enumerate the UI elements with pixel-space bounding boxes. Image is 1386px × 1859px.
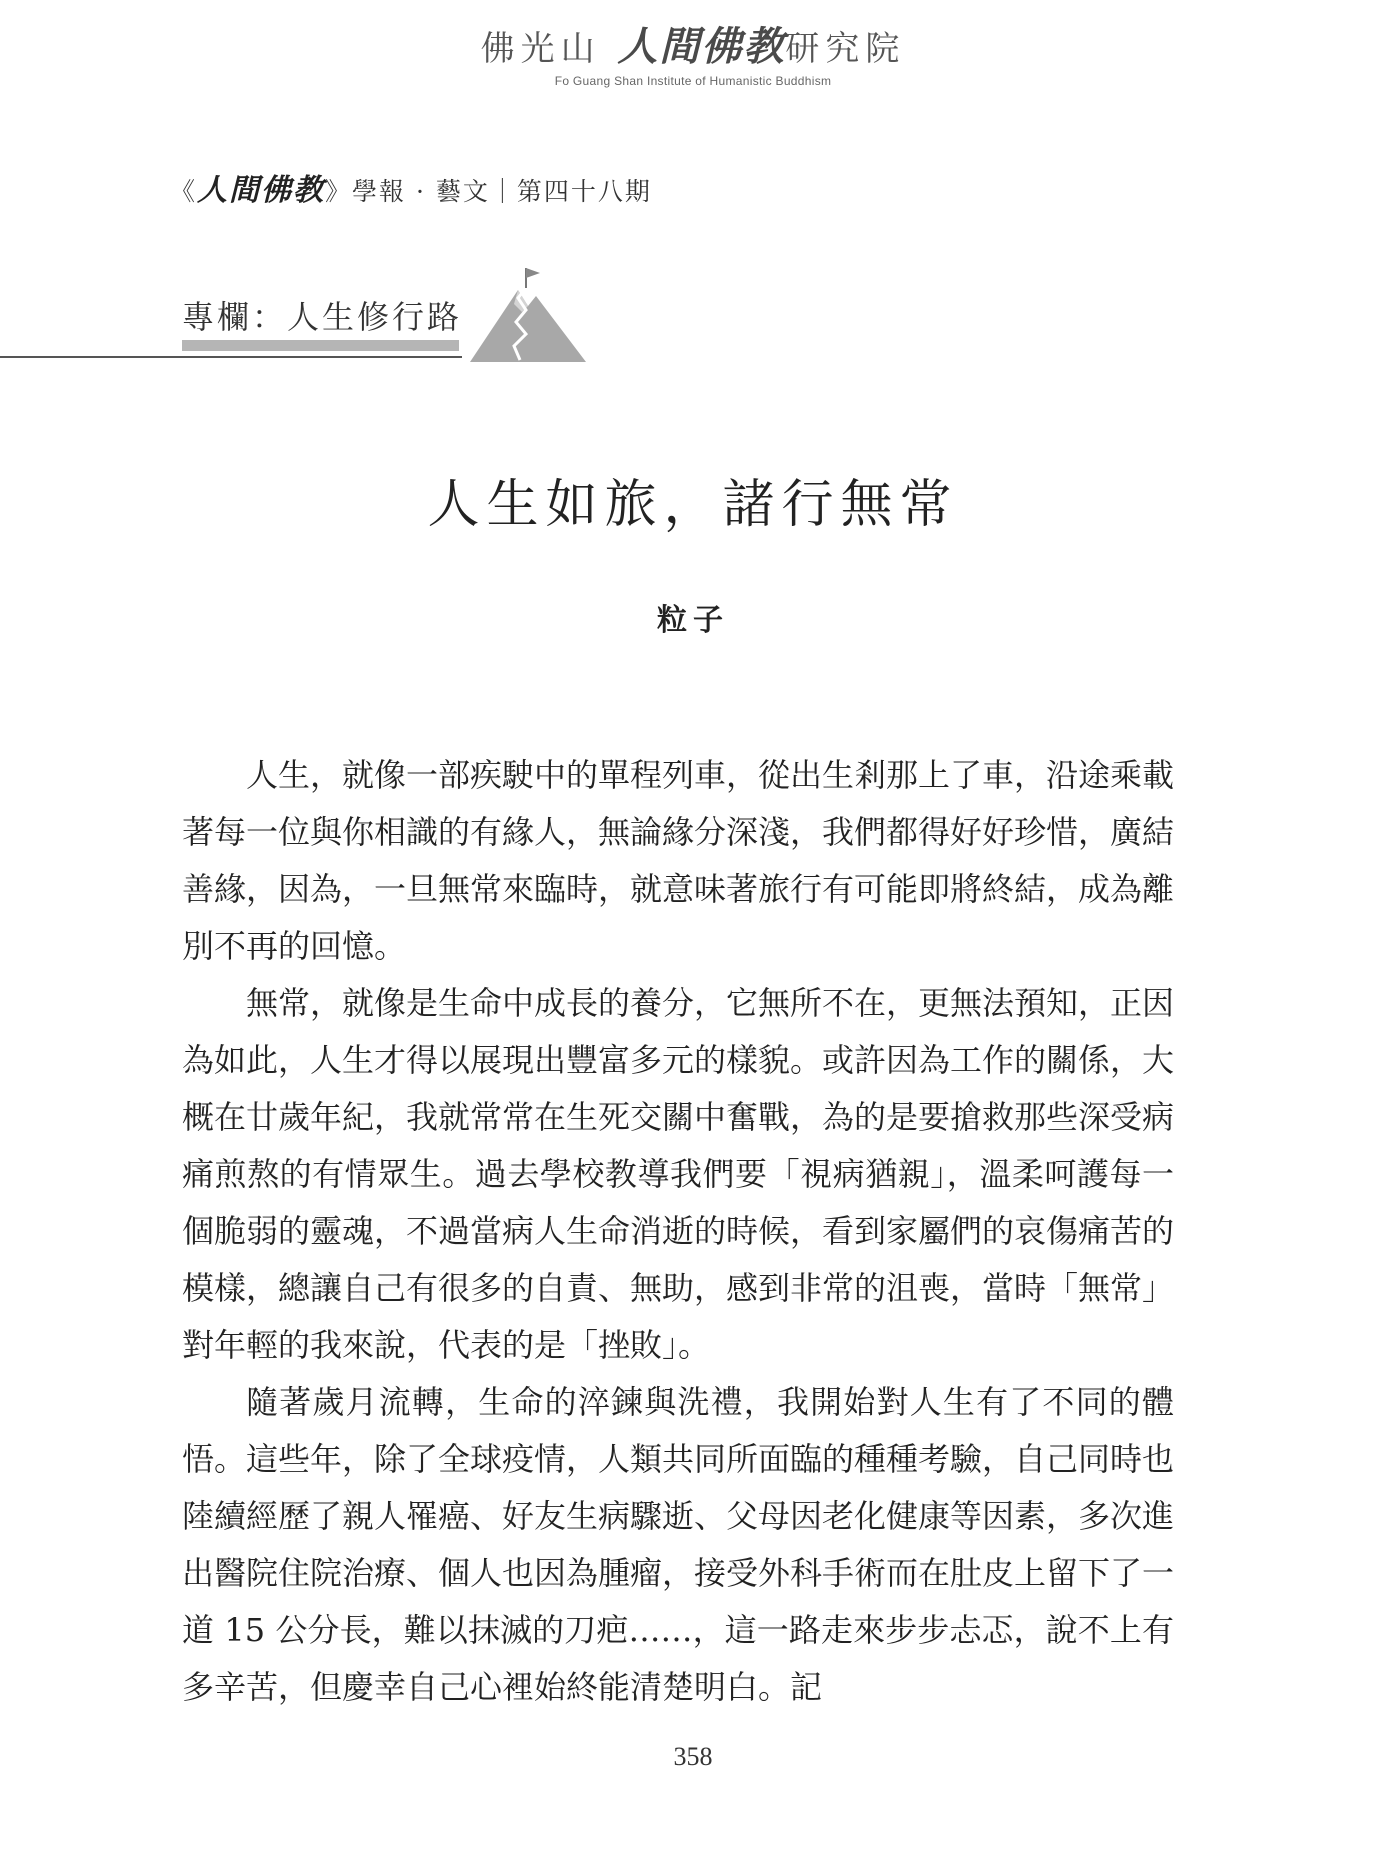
paragraph: 隨著歲月流轉，生命的淬鍊與洗禮，我開始對人生有了不同的體悟。這些年，除了全球疫情，人類共同所面臨的種種考驗，自己同時也陸續經歷了親人罹癌、好友生病驟逝、父母因老化健康等因素，多次進出醫院住院治療、個人也因為腫瘤，接受外科手術而在肚皮上留下了一道 15 公分長，難以抹滅的刀疤……，這一路走來步步忐忑，說不上有多辛苦，但慶幸自己心裡始終能清楚明白。記 (182, 1383, 1175, 1706)
column-label: 專欄：人生修行路 (182, 298, 463, 336)
article-body (182, 747, 1174, 1716)
article-title: 人生如旅，諸行無常 (427, 475, 959, 535)
paragraph: 人生，就像一部疾駛中的單程列車，從出生剎那上了車，沿途乘載著每一位與你相識的有緣人，無論緣分深淺，我們都得好好珍惜，廣結善緣，因為，一旦無常來臨時，就意味著旅行有可能即將終結，成為離別不再的回憶。 (182, 756, 1175, 965)
column-underline (0, 356, 462, 358)
journal-close-bracket: 》 (325, 177, 353, 206)
mountain-flag-icon (470, 266, 586, 362)
institute-name (0, 22, 1386, 74)
paragraph: 無常，就像是生命中成長的養分，它無所不在，更無法預知，正因為如此，人生才得以展現出豐富多元的樣貌。或許因為工作的關係，大概在廿歲年紀，我就常常在生死交關中奮戰，為的是要搶救那些深受病痛煎熬的有情眾生。過去學校教導我們要「視病猶親」，溫柔呵護每一個脆弱的靈魂，不過當病人生命消逝的時候，看到家屬們的哀傷痛苦的模樣，總讓自己有很多的自責、無助，感到非常的沮喪，當時「無常」對年輕的我來說，代表的是「挫敗」。 (182, 984, 1175, 1364)
institute-english-name: Fo Guang Shan Institute of Humanistic Buddhism (554, 74, 832, 88)
column-highlight-bar (182, 340, 459, 351)
page-number: 358 (673, 1742, 713, 1771)
article-author: 粒子 (657, 603, 729, 638)
journal-brand: 人間佛教 (197, 173, 326, 208)
institute-brand-logo: 人間佛教 (617, 23, 786, 70)
journal-open-bracket: 《 (170, 177, 198, 206)
journal-issue: 學報 · 藝文｜第四十八期 (352, 177, 652, 206)
institute-name-prefix: 佛光山 (480, 29, 601, 69)
institute-name-suffix: 研究院 (785, 29, 906, 69)
institute-header (0, 22, 1386, 88)
journal-running-head (170, 165, 652, 209)
